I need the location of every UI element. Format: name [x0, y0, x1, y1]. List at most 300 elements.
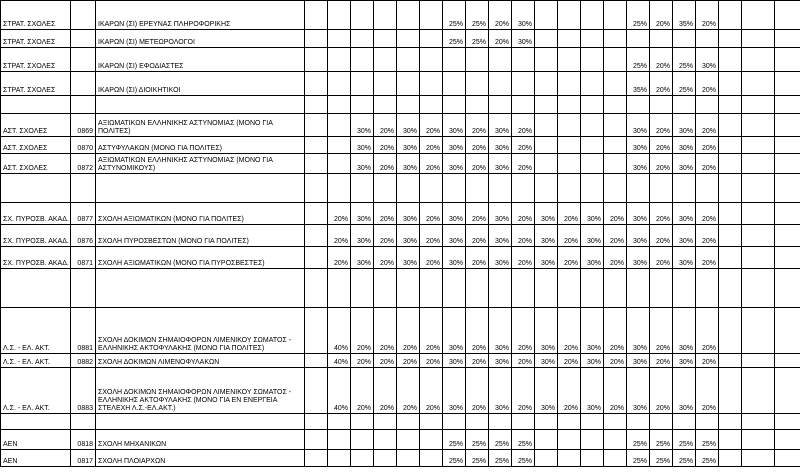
percentage-cell[interactable]	[351, 1, 374, 30]
percentage-cell[interactable]	[397, 30, 420, 48]
percentage-cell[interactable]	[328, 450, 351, 467]
category-cell[interactable]: ΣΤΡΑΤ. ΣΧΟΛΕΣ	[1, 48, 71, 72]
empty-cell[interactable]	[96, 414, 305, 430]
empty-cell[interactable]	[742, 174, 775, 203]
percentage-cell[interactable]: 25%	[673, 450, 696, 467]
percentage-cell[interactable]	[719, 308, 742, 354]
empty-cell[interactable]	[351, 414, 374, 430]
percentage-cell[interactable]: 30%	[673, 354, 696, 368]
empty-cell[interactable]	[1, 414, 71, 430]
school-name-cell[interactable]: ΣΧΟΛΗ ΜΗΧΑΝΙΚΩΝ	[96, 430, 305, 450]
percentage-cell[interactable]: 20%	[328, 247, 351, 269]
empty-cell[interactable]	[581, 174, 604, 203]
empty-cell[interactable]	[466, 174, 489, 203]
percentage-cell[interactable]: 30%	[489, 308, 512, 354]
percentage-cell[interactable]: 20%	[650, 154, 673, 174]
percentage-cell[interactable]	[535, 72, 558, 96]
percentage-cell[interactable]	[305, 203, 328, 225]
percentage-cell[interactable]	[305, 450, 328, 467]
percentage-cell[interactable]	[719, 203, 742, 225]
category-cell[interactable]: ΣΧ. ΠΥΡΟΣΒ. ΑΚΑΔ.	[1, 247, 71, 269]
empty-cell[interactable]	[71, 96, 96, 114]
percentage-cell[interactable]	[742, 308, 775, 354]
percentage-cell[interactable]	[420, 1, 443, 30]
percentage-cell[interactable]	[775, 154, 800, 174]
code-cell[interactable]	[71, 1, 96, 30]
percentage-cell[interactable]: 30%	[627, 137, 650, 154]
percentage-cell[interactable]	[581, 1, 604, 30]
percentage-cell[interactable]: 20%	[397, 308, 420, 354]
empty-cell[interactable]	[71, 269, 96, 308]
percentage-cell[interactable]	[742, 137, 775, 154]
school-name-cell[interactable]: ΑΞΙΩΜΑΤΙΚΩΝ ΕΛΛΗΝΙΚΗΣ ΑΣΤΥΝΟΜΙΑΣ (ΜΟΝΟ ΓΙΑ ΠΟΛΙΤΕΣ)	[96, 114, 305, 137]
percentage-cell[interactable]	[742, 450, 775, 467]
empty-cell[interactable]	[581, 414, 604, 430]
percentage-cell[interactable]: 20%	[374, 203, 397, 225]
percentage-cell[interactable]: 20%	[466, 354, 489, 368]
percentage-cell[interactable]: 30%	[489, 203, 512, 225]
percentage-cell[interactable]: 20%	[374, 114, 397, 137]
percentage-cell[interactable]: 40%	[328, 354, 351, 368]
code-cell[interactable]: 0818	[71, 430, 96, 450]
percentage-cell[interactable]: 20%	[466, 247, 489, 269]
percentage-cell[interactable]: 20%	[328, 203, 351, 225]
empty-cell[interactable]	[328, 96, 351, 114]
percentage-cell[interactable]: 20%	[604, 225, 627, 247]
percentage-cell[interactable]	[775, 450, 800, 467]
percentage-cell[interactable]: 20%	[374, 154, 397, 174]
category-cell[interactable]: Λ.Σ. - ΕΛ. ΑΚΤ.	[1, 354, 71, 368]
percentage-cell[interactable]: 30%	[535, 247, 558, 269]
school-name-cell[interactable]: ΣΧΟΛΗ ΠΥΡΟΣΒΕΣΤΩΝ (ΜΟΝΟ ΓΙΑ ΠΟΛΙΤΕΣ)	[96, 225, 305, 247]
percentage-cell[interactable]: 20%	[696, 137, 719, 154]
percentage-cell[interactable]	[696, 30, 719, 48]
category-cell[interactable]: ΣΤΡΑΤ. ΣΧΟΛΕΣ	[1, 72, 71, 96]
percentage-cell[interactable]: 20%	[374, 308, 397, 354]
percentage-cell[interactable]: 30%	[673, 368, 696, 414]
percentage-cell[interactable]: 20%	[650, 225, 673, 247]
percentage-cell[interactable]	[604, 30, 627, 48]
percentage-cell[interactable]: 30%	[512, 1, 535, 30]
category-cell[interactable]: ΑΕΝ	[1, 430, 71, 450]
empty-cell[interactable]	[650, 414, 673, 430]
percentage-cell[interactable]	[305, 137, 328, 154]
percentage-cell[interactable]	[742, 430, 775, 450]
percentage-cell[interactable]: 25%	[489, 450, 512, 467]
percentage-cell[interactable]	[351, 72, 374, 96]
empty-cell[interactable]	[328, 174, 351, 203]
percentage-cell[interactable]	[719, 225, 742, 247]
percentage-cell[interactable]	[604, 48, 627, 72]
empty-cell[interactable]	[535, 414, 558, 430]
percentage-cell[interactable]: 20%	[420, 247, 443, 269]
empty-cell[interactable]	[466, 414, 489, 430]
percentage-cell[interactable]: 20%	[604, 308, 627, 354]
percentage-cell[interactable]: 30%	[489, 225, 512, 247]
percentage-cell[interactable]	[719, 114, 742, 137]
empty-cell[interactable]	[397, 174, 420, 203]
percentage-cell[interactable]: 20%	[512, 154, 535, 174]
percentage-cell[interactable]: 30%	[489, 137, 512, 154]
percentage-cell[interactable]: 30%	[443, 368, 466, 414]
empty-cell[interactable]	[775, 414, 800, 430]
percentage-cell[interactable]: 25%	[489, 430, 512, 450]
empty-cell[interactable]	[742, 414, 775, 430]
percentage-cell[interactable]	[328, 137, 351, 154]
percentage-cell[interactable]	[742, 154, 775, 174]
empty-cell[interactable]	[351, 269, 374, 308]
percentage-cell[interactable]	[558, 48, 581, 72]
percentage-cell[interactable]: 20%	[558, 247, 581, 269]
empty-cell[interactable]	[305, 96, 328, 114]
percentage-cell[interactable]: 20%	[696, 154, 719, 174]
percentage-cell[interactable]: 20%	[512, 203, 535, 225]
percentage-cell[interactable]: 30%	[535, 225, 558, 247]
percentage-cell[interactable]	[397, 48, 420, 72]
empty-cell[interactable]	[535, 96, 558, 114]
percentage-cell[interactable]: 25%	[466, 30, 489, 48]
percentage-cell[interactable]: 20%	[696, 308, 719, 354]
percentage-cell[interactable]: 30%	[443, 154, 466, 174]
percentage-cell[interactable]	[604, 1, 627, 30]
percentage-cell[interactable]: 30%	[489, 114, 512, 137]
empty-cell[interactable]	[420, 96, 443, 114]
percentage-cell[interactable]	[305, 1, 328, 30]
empty-cell[interactable]	[305, 269, 328, 308]
percentage-cell[interactable]: 20%	[489, 1, 512, 30]
percentage-cell[interactable]: 30%	[397, 203, 420, 225]
category-cell[interactable]: ΑΣΤ. ΣΧΟΛΕΣ	[1, 114, 71, 137]
percentage-cell[interactable]: 30%	[627, 308, 650, 354]
percentage-cell[interactable]: 25%	[443, 30, 466, 48]
percentage-cell[interactable]	[328, 430, 351, 450]
percentage-cell[interactable]	[351, 430, 374, 450]
percentage-cell[interactable]	[775, 308, 800, 354]
percentage-cell[interactable]: 30%	[581, 368, 604, 414]
school-name-cell[interactable]: ΑΞΙΩΜΑΤΙΚΩΝ ΕΛΛΗΝΙΚΗΣ ΑΣΤΥΝΟΜΙΑΣ (ΜΟΝΟ ΓΙΑ ΑΣΤΥΝΟΜΙΚΟΥΣ)	[96, 154, 305, 174]
percentage-cell[interactable]: 30%	[351, 203, 374, 225]
percentage-cell[interactable]	[420, 30, 443, 48]
empty-cell[interactable]	[696, 414, 719, 430]
percentage-cell[interactable]: 20%	[650, 137, 673, 154]
code-cell[interactable]: 0876	[71, 225, 96, 247]
percentage-cell[interactable]	[581, 30, 604, 48]
percentage-cell[interactable]	[604, 72, 627, 96]
empty-cell[interactable]	[719, 174, 742, 203]
empty-cell[interactable]	[466, 96, 489, 114]
percentage-cell[interactable]	[420, 72, 443, 96]
percentage-cell[interactable]	[374, 450, 397, 467]
percentage-cell[interactable]	[328, 72, 351, 96]
percentage-cell[interactable]: 25%	[512, 430, 535, 450]
empty-cell[interactable]	[775, 96, 800, 114]
category-cell[interactable]: ΣΤΡΑΤ. ΣΧΟΛΕΣ	[1, 1, 71, 30]
percentage-cell[interactable]	[535, 154, 558, 174]
percentage-cell[interactable]: 20%	[650, 114, 673, 137]
percentage-cell[interactable]	[742, 225, 775, 247]
percentage-cell[interactable]: 20%	[466, 308, 489, 354]
percentage-cell[interactable]: 30%	[489, 354, 512, 368]
percentage-cell[interactable]	[558, 30, 581, 48]
percentage-cell[interactable]: 30%	[397, 247, 420, 269]
percentage-cell[interactable]: 30%	[627, 225, 650, 247]
percentage-cell[interactable]: 20%	[696, 114, 719, 137]
percentage-cell[interactable]	[742, 72, 775, 96]
code-cell[interactable]: 0881	[71, 308, 96, 354]
percentage-cell[interactable]	[535, 430, 558, 450]
percentage-cell[interactable]: 20%	[650, 1, 673, 30]
percentage-cell[interactable]: 25%	[627, 450, 650, 467]
code-cell[interactable]	[71, 48, 96, 72]
percentage-cell[interactable]: 25%	[512, 450, 535, 467]
percentage-cell[interactable]: 20%	[604, 203, 627, 225]
percentage-cell[interactable]	[775, 48, 800, 72]
percentage-cell[interactable]: 20%	[466, 225, 489, 247]
percentage-cell[interactable]: 20%	[374, 137, 397, 154]
percentage-cell[interactable]: 20%	[696, 368, 719, 414]
percentage-cell[interactable]: 20%	[512, 308, 535, 354]
empty-cell[interactable]	[351, 174, 374, 203]
percentage-cell[interactable]: 30%	[535, 203, 558, 225]
code-cell[interactable]	[71, 30, 96, 48]
percentage-cell[interactable]: 20%	[466, 154, 489, 174]
percentage-cell[interactable]: 30%	[535, 308, 558, 354]
category-cell[interactable]: ΑΣΤ. ΣΧΟΛΕΣ	[1, 137, 71, 154]
percentage-cell[interactable]: 20%	[696, 247, 719, 269]
percentage-cell[interactable]: 30%	[673, 247, 696, 269]
percentage-cell[interactable]	[581, 450, 604, 467]
percentage-cell[interactable]: 20%	[489, 30, 512, 48]
percentage-cell[interactable]: 20%	[604, 368, 627, 414]
percentage-cell[interactable]: 20%	[466, 203, 489, 225]
percentage-cell[interactable]: 30%	[627, 203, 650, 225]
percentage-cell[interactable]: 40%	[328, 368, 351, 414]
code-cell[interactable]: 0871	[71, 247, 96, 269]
percentage-cell[interactable]	[775, 225, 800, 247]
empty-cell[interactable]	[71, 414, 96, 430]
percentage-cell[interactable]: 20%	[696, 354, 719, 368]
empty-cell[interactable]	[604, 414, 627, 430]
percentage-cell[interactable]: 35%	[627, 72, 650, 96]
percentage-cell[interactable]	[535, 450, 558, 467]
percentage-cell[interactable]	[581, 430, 604, 450]
percentage-cell[interactable]: 20%	[650, 203, 673, 225]
percentage-cell[interactable]: 30%	[535, 354, 558, 368]
percentage-cell[interactable]: 25%	[673, 48, 696, 72]
empty-cell[interactable]	[443, 174, 466, 203]
percentage-cell[interactable]	[558, 1, 581, 30]
code-cell[interactable]: 0872	[71, 154, 96, 174]
percentage-cell[interactable]: 20%	[466, 114, 489, 137]
empty-cell[interactable]	[742, 96, 775, 114]
percentage-cell[interactable]	[673, 30, 696, 48]
percentage-cell[interactable]: 25%	[627, 1, 650, 30]
percentage-cell[interactable]	[719, 1, 742, 30]
percentage-cell[interactable]	[775, 247, 800, 269]
percentage-cell[interactable]	[719, 247, 742, 269]
percentage-cell[interactable]	[719, 354, 742, 368]
percentage-cell[interactable]: 30%	[627, 368, 650, 414]
percentage-cell[interactable]	[351, 30, 374, 48]
percentage-cell[interactable]: 30%	[489, 247, 512, 269]
percentage-cell[interactable]: 25%	[466, 450, 489, 467]
category-cell[interactable]: ΑΣΤ. ΣΧΟΛΕΣ	[1, 154, 71, 174]
percentage-cell[interactable]: 30%	[581, 203, 604, 225]
percentage-cell[interactable]	[305, 247, 328, 269]
percentage-cell[interactable]: 30%	[489, 368, 512, 414]
percentage-cell[interactable]: 30%	[673, 137, 696, 154]
empty-cell[interactable]	[71, 174, 96, 203]
percentage-cell[interactable]	[558, 72, 581, 96]
empty-cell[interactable]	[489, 269, 512, 308]
percentage-cell[interactable]: 20%	[604, 354, 627, 368]
empty-cell[interactable]	[604, 174, 627, 203]
percentage-cell[interactable]: 20%	[604, 247, 627, 269]
percentage-cell[interactable]	[775, 203, 800, 225]
school-name-cell[interactable]: ΣΧΟΛΗ ΑΞΙΩΜΑΤΙΚΩΝ (ΜΟΝΟ ΓΙΑ ΠΟΛΙΤΕΣ)	[96, 203, 305, 225]
percentage-cell[interactable]: 20%	[420, 114, 443, 137]
empty-cell[interactable]	[489, 414, 512, 430]
percentage-cell[interactable]: 20%	[397, 368, 420, 414]
code-cell[interactable]: 0882	[71, 354, 96, 368]
percentage-cell[interactable]	[374, 430, 397, 450]
empty-cell[interactable]	[397, 269, 420, 308]
percentage-cell[interactable]	[775, 137, 800, 154]
empty-cell[interactable]	[673, 414, 696, 430]
percentage-cell[interactable]: 30%	[673, 154, 696, 174]
empty-cell[interactable]	[696, 96, 719, 114]
percentage-cell[interactable]: 20%	[558, 354, 581, 368]
percentage-cell[interactable]	[742, 354, 775, 368]
percentage-cell[interactable]: 20%	[650, 247, 673, 269]
percentage-cell[interactable]: 25%	[466, 430, 489, 450]
empty-cell[interactable]	[775, 174, 800, 203]
category-cell[interactable]: ΣΧ. ΠΥΡΟΣΒ. ΑΚΑΔ.	[1, 225, 71, 247]
code-cell[interactable]: 0870	[71, 137, 96, 154]
empty-cell[interactable]	[775, 269, 800, 308]
empty-cell[interactable]	[351, 96, 374, 114]
percentage-cell[interactable]	[443, 72, 466, 96]
percentage-cell[interactable]: 20%	[512, 354, 535, 368]
percentage-cell[interactable]	[397, 1, 420, 30]
percentage-cell[interactable]	[397, 430, 420, 450]
percentage-cell[interactable]	[328, 30, 351, 48]
percentage-cell[interactable]	[374, 48, 397, 72]
percentage-cell[interactable]: 30%	[443, 308, 466, 354]
percentage-cell[interactable]: 30%	[581, 247, 604, 269]
empty-cell[interactable]	[1, 96, 71, 114]
percentage-cell[interactable]: 20%	[420, 368, 443, 414]
percentage-cell[interactable]	[719, 137, 742, 154]
category-cell[interactable]: ΣΤΡΑΤ. ΣΧΟΛΕΣ	[1, 30, 71, 48]
empty-cell[interactable]	[627, 96, 650, 114]
percentage-cell[interactable]: 30%	[443, 247, 466, 269]
percentage-cell[interactable]	[742, 48, 775, 72]
percentage-cell[interactable]: 30%	[581, 354, 604, 368]
empty-cell[interactable]	[627, 414, 650, 430]
percentage-cell[interactable]: 20%	[558, 308, 581, 354]
percentage-cell[interactable]	[305, 72, 328, 96]
percentage-cell[interactable]	[489, 72, 512, 96]
percentage-cell[interactable]	[604, 430, 627, 450]
percentage-cell[interactable]: 25%	[443, 1, 466, 30]
empty-cell[interactable]	[374, 269, 397, 308]
percentage-cell[interactable]	[420, 450, 443, 467]
percentage-cell[interactable]: 20%	[351, 354, 374, 368]
percentage-cell[interactable]	[604, 154, 627, 174]
percentage-cell[interactable]: 30%	[351, 154, 374, 174]
percentage-cell[interactable]: 30%	[351, 114, 374, 137]
empty-cell[interactable]	[374, 96, 397, 114]
percentage-cell[interactable]: 30%	[581, 308, 604, 354]
percentage-cell[interactable]: 20%	[696, 72, 719, 96]
percentage-cell[interactable]	[775, 430, 800, 450]
percentage-cell[interactable]: 30%	[673, 114, 696, 137]
percentage-cell[interactable]: 25%	[696, 450, 719, 467]
percentage-cell[interactable]	[305, 154, 328, 174]
empty-cell[interactable]	[512, 269, 535, 308]
code-cell[interactable]: 0883	[71, 368, 96, 414]
percentage-cell[interactable]	[742, 30, 775, 48]
percentage-cell[interactable]	[305, 308, 328, 354]
percentage-cell[interactable]: 30%	[443, 203, 466, 225]
percentage-cell[interactable]	[443, 48, 466, 72]
empty-cell[interactable]	[328, 414, 351, 430]
percentage-cell[interactable]	[719, 72, 742, 96]
percentage-cell[interactable]: 20%	[650, 48, 673, 72]
percentage-cell[interactable]: 25%	[443, 430, 466, 450]
percentage-cell[interactable]	[742, 203, 775, 225]
percentage-cell[interactable]: 30%	[581, 225, 604, 247]
percentage-cell[interactable]	[397, 72, 420, 96]
category-cell[interactable]: Λ.Σ. - ΕΛ. ΑΚΤ.	[1, 308, 71, 354]
percentage-cell[interactable]	[305, 114, 328, 137]
percentage-cell[interactable]	[420, 48, 443, 72]
percentage-cell[interactable]: 20%	[650, 72, 673, 96]
percentage-cell[interactable]	[775, 354, 800, 368]
percentage-cell[interactable]: 20%	[512, 114, 535, 137]
percentage-cell[interactable]: 20%	[650, 308, 673, 354]
school-name-cell[interactable]: ΙΚΑΡΩΝ (ΣΙ) ΔΙΟΙΚΗΤΙΚΟΙ	[96, 72, 305, 96]
percentage-cell[interactable]	[374, 72, 397, 96]
empty-cell[interactable]	[443, 96, 466, 114]
percentage-cell[interactable]	[581, 72, 604, 96]
empty-cell[interactable]	[420, 269, 443, 308]
percentage-cell[interactable]: 20%	[328, 225, 351, 247]
empty-cell[interactable]	[673, 269, 696, 308]
percentage-cell[interactable]	[305, 430, 328, 450]
percentage-cell[interactable]	[604, 114, 627, 137]
empty-cell[interactable]	[535, 269, 558, 308]
percentage-cell[interactable]: 20%	[397, 354, 420, 368]
empty-cell[interactable]	[627, 174, 650, 203]
category-cell[interactable]: ΑΕΝ	[1, 450, 71, 467]
empty-cell[interactable]	[96, 269, 305, 308]
empty-cell[interactable]	[650, 174, 673, 203]
empty-cell[interactable]	[96, 96, 305, 114]
percentage-cell[interactable]: 20%	[420, 137, 443, 154]
percentage-cell[interactable]	[351, 450, 374, 467]
percentage-cell[interactable]: 20%	[466, 368, 489, 414]
percentage-cell[interactable]: 30%	[627, 354, 650, 368]
percentage-cell[interactable]	[374, 1, 397, 30]
percentage-cell[interactable]: 35%	[673, 1, 696, 30]
percentage-cell[interactable]: 30%	[397, 225, 420, 247]
school-name-cell[interactable]: ΙΚΑΡΩΝ (ΣΙ) ΕΡΕΥΝΑΣ ΠΛΗΡΟΦΟΡΙΚΗΣ	[96, 1, 305, 30]
percentage-cell[interactable]	[328, 48, 351, 72]
empty-cell[interactable]	[650, 96, 673, 114]
percentage-cell[interactable]: 20%	[696, 1, 719, 30]
